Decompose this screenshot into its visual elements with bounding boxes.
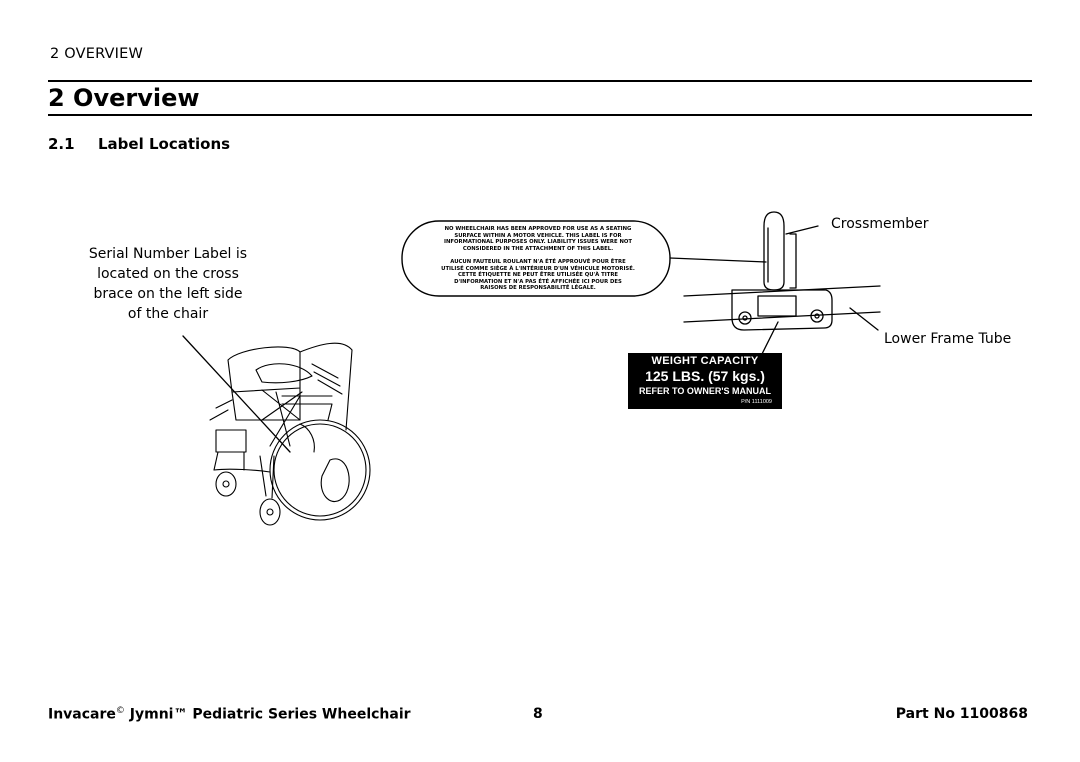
warning-line: RAISONS DE RESPONSABILITÉ LÉGALE. <box>480 285 596 292</box>
warning-line: SURFACE WITHIN A MOTOR VEHICLE. THIS LABEL IS FOR <box>454 232 622 239</box>
warning-line: NO WHEELCHAIR HAS BEEN APPROVED FOR USE AS A SEATING <box>444 226 632 232</box>
chapter-title: 2 Overview <box>48 84 200 112</box>
warning-line: UTILISÉ COMME SIÈGE À L'INTÉRIEUR D'UN VÉHICULE MOTORISÉ. <box>441 265 635 272</box>
warning-label-english <box>440 226 636 252</box>
weight-capacity-value: 125 LBS. (57 kgs.) <box>645 368 765 384</box>
footer-tm: ™ <box>173 706 188 723</box>
weight-capacity-label <box>628 353 782 409</box>
weight-capacity-part-number: P/N 1111009 <box>741 399 772 405</box>
serial-note-line: brace on the left side <box>93 286 243 302</box>
crossmember-callout: Crossmember <box>831 216 929 232</box>
footer-product <box>48 706 411 723</box>
section-number: 2.1 <box>48 135 75 153</box>
serial-pointer-line <box>183 336 290 452</box>
weight-capacity-refer: REFER TO OWNER'S MANUAL <box>639 386 771 396</box>
weight-capacity-heading: WEIGHT CAPACITY <box>651 355 759 367</box>
warning-line: INFORMATIONAL PURPOSES ONLY. LIABILITY ISSUES WERE NOT <box>443 239 633 246</box>
warning-pointer-line <box>670 258 766 262</box>
warning-line: D'INFORMATION ET N'A PAS ÉTÉ AFFICHÉE ICI POUR DES <box>454 278 622 285</box>
lower-frame-tube-callout: Lower Frame Tube <box>884 331 1012 347</box>
serial-note-line: of the chair <box>127 306 209 322</box>
running-head: 2 OVERVIEW <box>50 46 144 62</box>
warning-line: CONSIDERED IN THE ATTACHMENT OF THIS LABEL. <box>462 245 614 252</box>
footer-series: Pediatric Series Wheelchair <box>192 706 411 723</box>
footer-product-name: Jymni <box>129 706 174 723</box>
warning-label-french <box>440 259 636 292</box>
footer-reg-mark: © <box>115 706 125 716</box>
serial-note-line: located on the cross <box>97 266 239 282</box>
warning-line: AUCUN FAUTEUIL ROULANT N'A ÉTÉ APPROUVÉ POUR ÊTRE <box>450 259 626 265</box>
wheelchair-illustration <box>210 343 370 525</box>
serial-note-line: Serial Number Label is <box>88 246 248 262</box>
footer-part-number: Part No 1100868 <box>895 706 1028 722</box>
page-number: 8 <box>533 706 543 722</box>
section-title: Label Locations <box>98 135 231 153</box>
warning-line: CETTE ÉTIQUETTE NE PEUT ÊTRE UTILISÉE QU'À TITRE <box>457 272 619 279</box>
footer-brand: Invacare <box>48 706 116 723</box>
